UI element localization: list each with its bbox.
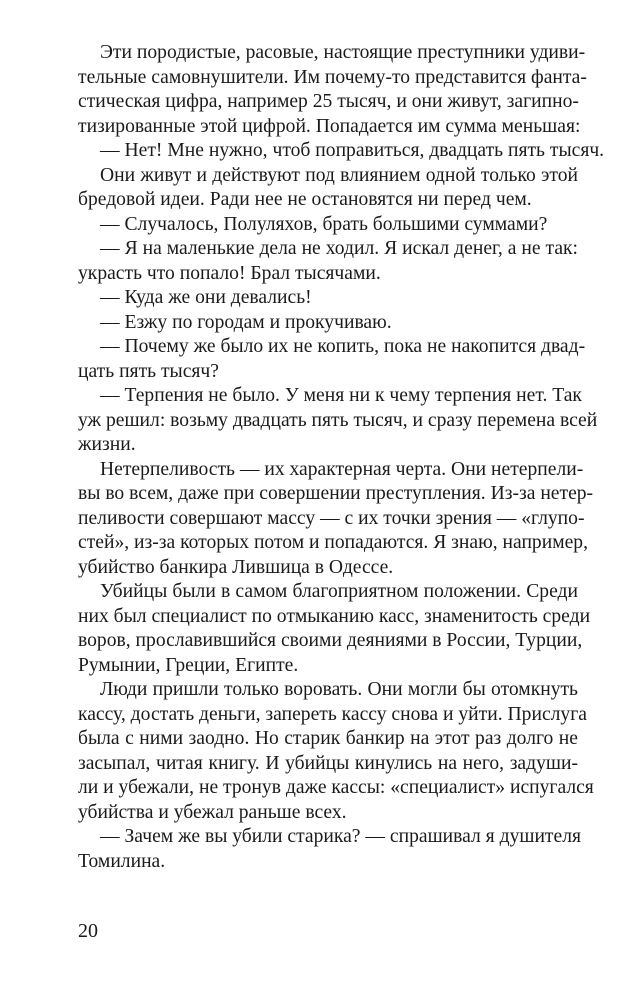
text-line: — Случалось, Полуляхов, брать большими суммами? [100, 213, 548, 235]
text-line: цать пять тысяч? [78, 360, 219, 382]
text-line: убийства и убежал раньше всех. [78, 801, 347, 823]
text-line: них был специалист по отмыканию касс, знаменитость среди [78, 605, 591, 627]
paragraph [78, 825, 581, 874]
text-line: бредовой идеи. Ради нее не остановятся ни перед чем. [78, 189, 532, 210]
text-line: Убийцы были в самом благоприятном положении. Среди [100, 581, 578, 602]
text-line: — Терпения не было. У меня ни к чему терпения нет. Так [100, 385, 582, 406]
body-text [78, 41, 605, 874]
paragraph [78, 286, 578, 311]
text-line: уж решил: возьму двадцать пять тысяч, и сразу перемена всей [78, 409, 598, 431]
text-line: ли и убежали, не тронув даже кассы: «специалист» испугался [78, 777, 594, 798]
text-line: стей», из-за которых потом и попадаются. Я знаю, например, [78, 532, 589, 553]
text-line: стическая цифра, например 25 тысяч, и они живут, загипно- [78, 91, 579, 112]
page-number: 20 [78, 920, 98, 942]
paragraph [78, 237, 578, 286]
paragraph [78, 139, 605, 164]
text-line: украсть что попало! Брал тысячами. [78, 262, 381, 284]
text-line: Люди пришли только воровать. Они могли бы отомкнуть [100, 679, 578, 700]
paragraph [78, 458, 594, 581]
text-line: убийство банкира Лившица в Одессе. [78, 556, 394, 578]
text-line: — Я на маленькие дела не ходил. Я искал денег, а не так: [100, 238, 578, 259]
text-line: тельные самовнушители. Им почему-то представится фанта- [78, 66, 587, 88]
text-line: была с ними заодно. Но старик банкир на этот раз долго не [78, 728, 578, 749]
text-line: Эти породистые, расовые, настоящие преступники удиви- [100, 42, 586, 63]
paragraph [78, 41, 587, 139]
text-line: — Езжу по городам и прокучиваю. [100, 311, 392, 333]
text-line: Нетерпеливость — их характерная черта. Они нетерпели- [100, 458, 584, 480]
paragraph [78, 678, 594, 825]
text-line: воров, прославившийся своими деяниями в России, Турции, [78, 630, 583, 651]
text-line: засыпал, читая книгу. И убийцы кинулись на него, задуши- [78, 752, 578, 774]
text-line: Они живут и действуют под влиянием одной только этой [100, 164, 578, 186]
paragraph [78, 580, 591, 678]
text-line: — Зачем же вы убили старика? — спрашивал я душителя [100, 826, 581, 847]
text-line: Румынии, Греции, Египте. [78, 654, 299, 676]
text-line: — Нет! Мне нужно, чтоб поправиться, двадцать пять тысяч. [100, 140, 605, 161]
text-line: жизни. [78, 434, 136, 455]
text-line: кассу, достать деньги, запереть кассу снова и уйти. Прислуга [78, 703, 587, 725]
paragraph [78, 164, 578, 213]
paragraph [78, 311, 578, 336]
text-line: Томилина. [78, 850, 166, 872]
paragraph [78, 335, 586, 384]
text-line: — Почему же было их не копить, пока не накопится двад- [100, 336, 586, 357]
paragraph [78, 213, 578, 238]
paragraph [78, 384, 598, 458]
text-line: вы во всем, даже при совершении преступления. Из-за нетер- [78, 483, 594, 504]
text-line: тизированные этой цифрой. Попадается им сумма меньшая: [78, 115, 581, 137]
text-line: — Куда же они девались! [100, 287, 312, 308]
text-line: пеливости совершают массу — с их точки зрения — «глупо- [78, 507, 585, 529]
